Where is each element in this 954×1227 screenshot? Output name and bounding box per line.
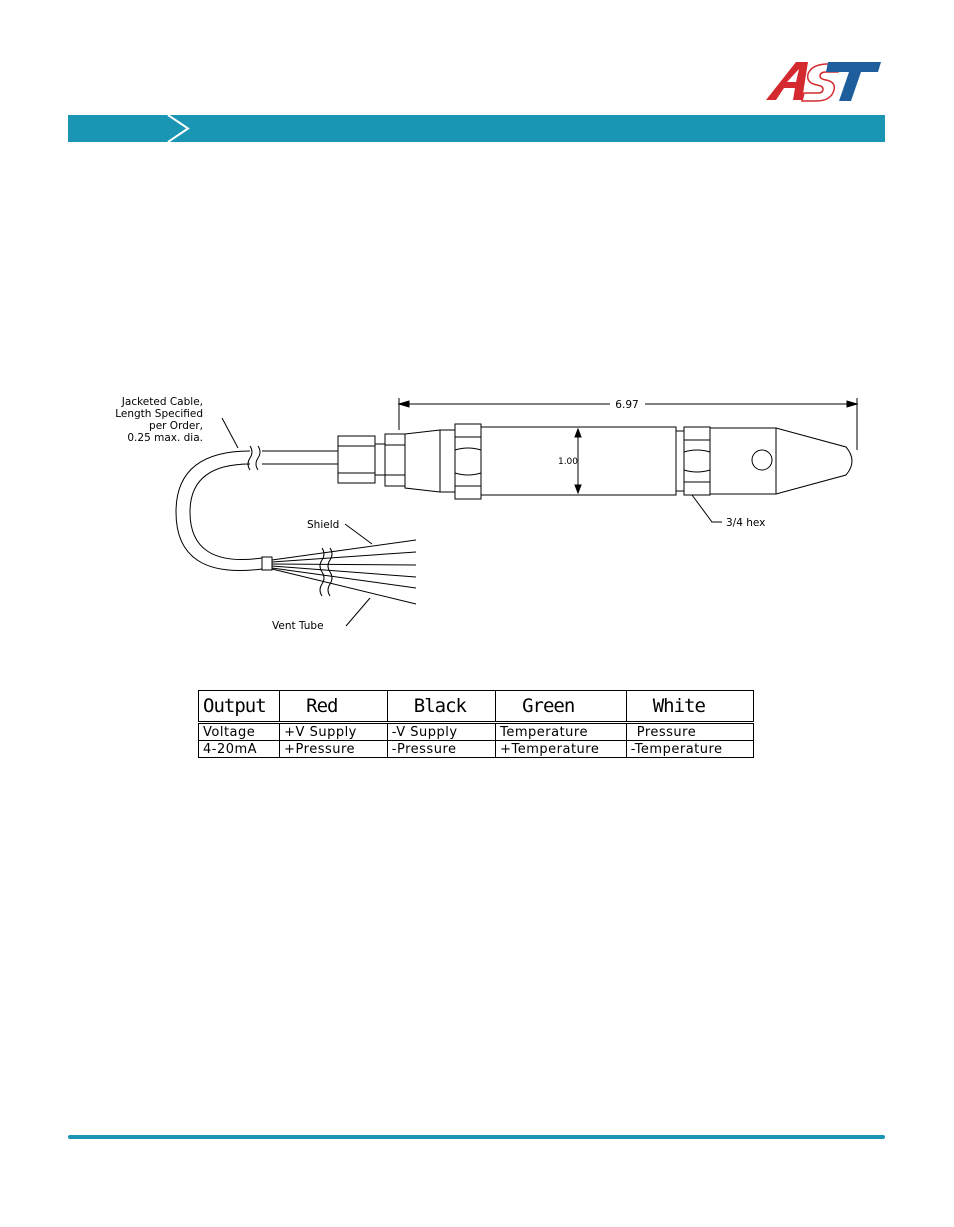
cable-label-2: Length Specified (115, 408, 203, 420)
header-red: Red (280, 691, 388, 723)
small-hex (684, 427, 710, 495)
cable-break-mark-2 (256, 446, 260, 470)
cable-label-3: per Order, (149, 420, 203, 432)
cell-red: +V Supply (280, 723, 388, 741)
cable-jacket-end (262, 557, 272, 570)
table-row (199, 723, 754, 741)
header-white: White (626, 691, 753, 723)
ast-logo (766, 60, 881, 105)
header-output: Output (199, 691, 280, 723)
header-black: Black (387, 691, 495, 723)
wiring-table (198, 690, 754, 758)
cell-green: +Temperature (496, 741, 627, 758)
length-dimension: 6.97 (615, 399, 639, 411)
cell-white: Pressure (626, 723, 753, 741)
cable-label-1: Jacketed Cable, (121, 396, 203, 408)
cell-green: Temperature (496, 723, 627, 741)
cable-label-4: 0.25 max. dia. (127, 432, 203, 444)
footer-line (68, 1135, 885, 1139)
cell-output: Voltage (199, 723, 280, 741)
cable-curve-inner (190, 464, 262, 560)
cell-black: -V Supply (387, 723, 495, 741)
sensor-drawing (0, 380, 954, 640)
shield-label: Shield (307, 519, 340, 531)
cable-break-mark-1 (248, 446, 252, 470)
shield-leader (345, 524, 372, 544)
vent-tube-label: Vent Tube (272, 620, 324, 632)
diameter-dimension: 1.00 (557, 457, 579, 467)
nose-cone (710, 428, 852, 494)
logo-letter-a (766, 62, 808, 100)
cell-black: -Pressure (387, 741, 495, 758)
fitting-nut (338, 436, 375, 483)
cell-white: -Temperature (626, 741, 753, 758)
cable-leader (222, 418, 238, 448)
header-chevron-icon (160, 115, 200, 142)
hex-leader (692, 495, 722, 522)
logo-letter-t (826, 62, 881, 101)
wire-vent-tube (272, 569, 416, 604)
table-header-row (199, 691, 754, 723)
thread-section (405, 430, 455, 492)
cell-output: 4-20mA (199, 741, 280, 758)
cell-red: +Pressure (280, 741, 388, 758)
large-hex (455, 424, 481, 499)
header-green: Green (496, 691, 627, 723)
table-row (199, 741, 754, 758)
fitting-body (385, 434, 405, 486)
nose-hole (752, 450, 772, 470)
hex-label: 3/4 hex (726, 517, 766, 529)
vent-leader (346, 598, 370, 626)
